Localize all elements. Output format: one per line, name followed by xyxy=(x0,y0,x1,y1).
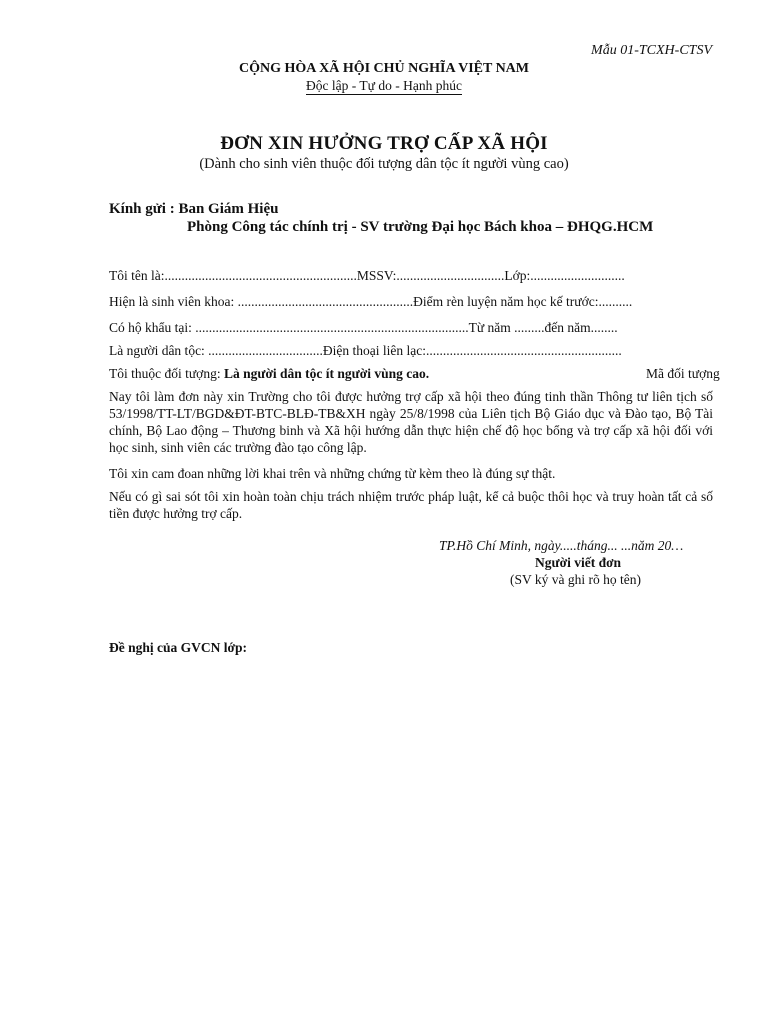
advisor-recommendation-label: Đề nghị của GVCN lớp: xyxy=(109,640,247,655)
recipient-name-1: Ban Giám Hiệu xyxy=(178,201,279,217)
field-residence: Có hộ khẩu tại: .................................................................................Từ năm .........đến năm........ xyxy=(109,320,618,335)
field-category xyxy=(109,366,429,382)
field-faculty-score: Hiện là sinh viên khoa: ....................................................Điểm rèn luyện năm học kế trước:.......... xyxy=(109,294,633,309)
document-title: ĐƠN XIN HƯỞNG TRỢ CẤP XÃ HỘI xyxy=(220,133,548,154)
field-category-code: Mã đối tượng xyxy=(646,366,720,381)
recipient-label: Kính gửi : xyxy=(109,201,179,217)
request-paragraph: Nay tôi làm đơn này xin Trường cho tôi được hưởng trợ cấp xã hội theo đúng tinh thần Thông tư liên tịch số 53/1998/TT-LT/BGD&ĐT-BTC-BLĐ-TB&XH ngày 25/8/1998 của Liên tịch Bộ Giáo dục và Đào tạo, Bộ Tài chính, Bộ Lao động – Thương binh và Xã hội hướng dẫn thực hiện chế độ học bổng và trợ cấp xã hội đối với học sinh, sinh viên các trường đào tạo công lập. xyxy=(109,389,713,455)
motto xyxy=(0,78,768,94)
form-code: Mẫu 01-TCXH-CTSV xyxy=(591,43,712,58)
liability-paragraph: Nếu có gì sai sót tôi xin hoàn toàn chịu trách nhiệm trước pháp luật, kể cả buộc thôi học và truy hoàn tất cả số tiền được hưởng trợ cấp. xyxy=(109,489,713,521)
motto-text: Độc lập - Tự do - Hạnh phúc xyxy=(306,78,462,93)
signature-date: TP.Hồ Chí Minh, ngày.....tháng... ...năm 20… xyxy=(439,538,684,553)
signature-note: (SV ký và ghi rõ họ tên) xyxy=(510,572,641,587)
field-category-label: Tôi thuộc đối tượng: xyxy=(109,366,224,381)
field-category-value: Là người dân tộc ít người vùng cao. xyxy=(223,366,430,381)
commitment-paragraph: Tôi xin cam đoan những lời khai trên và những chứng từ kèm theo là đúng sự thật. xyxy=(109,466,556,481)
document-subtitle: (Dành cho sinh viên thuộc đối tượng dân tộc ít người vùng cao) xyxy=(199,156,569,172)
field-name-id-class: Tôi tên là:.........................................................MSSV:................................Lớp:............................ xyxy=(109,268,625,283)
recipient-line-1 xyxy=(109,201,278,218)
nation-heading: CỘNG HÒA XÃ HỘI CHỦ NGHĨA VIỆT NAM xyxy=(238,61,529,76)
recipient-line-2: Phòng Công tác chính trị - SV trường Đại học Bách khoa – ĐHQG.HCM xyxy=(187,219,654,235)
field-ethnicity-phone: Là người dân tộc: ..................................Điện thoại liên lạc:.......................................................... xyxy=(109,343,622,358)
signature-title: Người viết đơn xyxy=(535,555,622,570)
